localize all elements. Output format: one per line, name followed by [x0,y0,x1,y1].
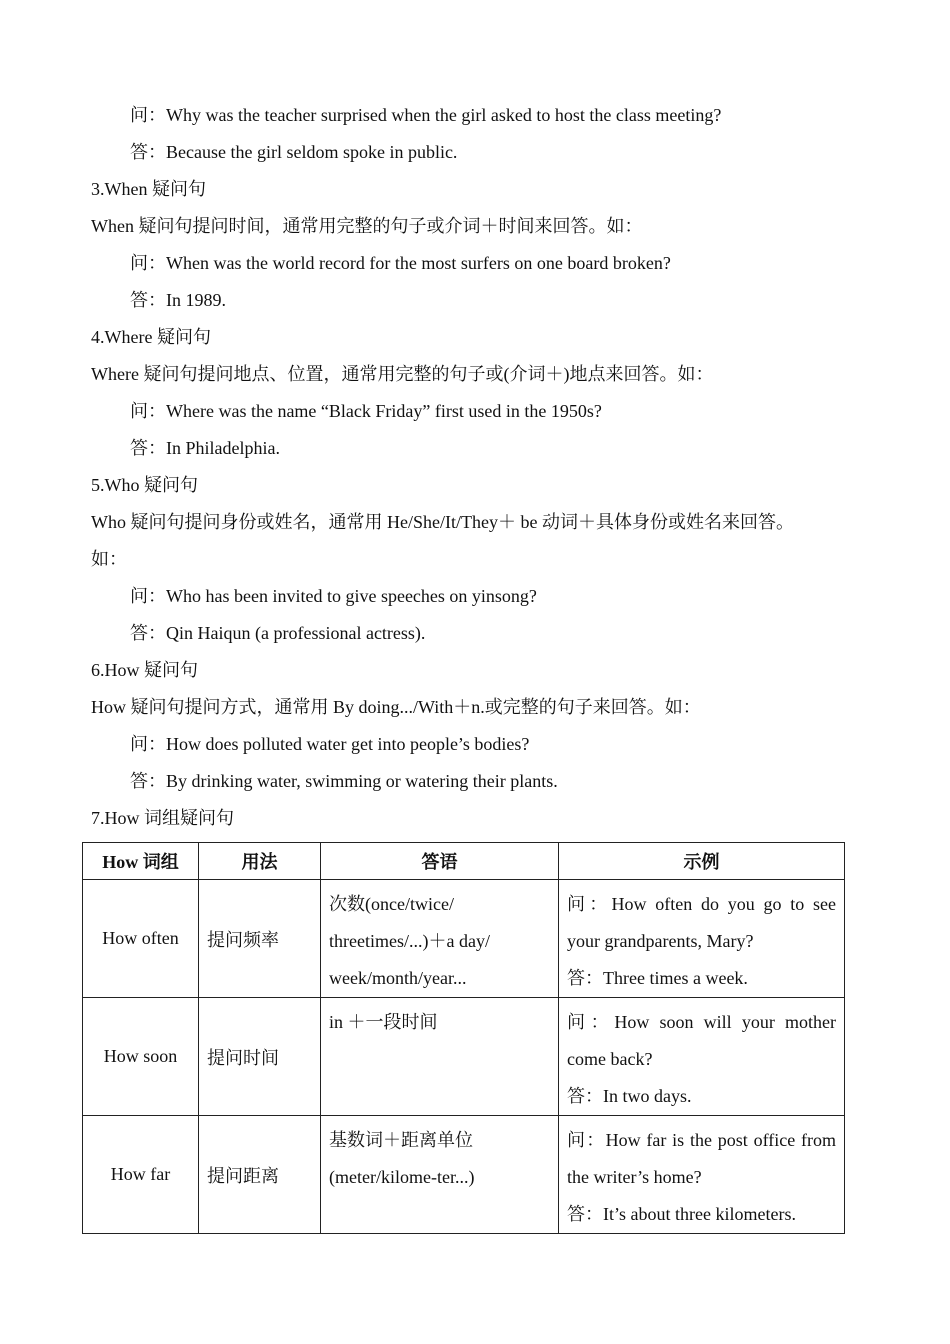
answer-text: (meter/kilome-ter...) [329,1167,475,1187]
answer-cell [321,1116,559,1234]
answer-text: threetimes/...)＋a day/ [329,931,490,951]
example-answer: 答：Three times a week. [567,968,748,988]
section-heading-who: 5.Who 疑问句 [91,475,198,495]
header-phrase: How 词组 [83,843,199,880]
header-usage: 用法 [199,843,321,880]
section-description: When 疑问句提问时间，通常用完整的句子或介词＋时间来回答。如： [91,216,643,236]
example-question: 问：How soon will your mother come back? [567,1012,836,1069]
section-heading-how-phrases: 7.How 词组疑问句 [91,808,234,828]
section-description: How 疑问句提问方式，通常用 By doing.../With＋n.或完整的句子来回答。如： [91,697,701,717]
answer-cell [321,880,559,998]
header-example: 示例 [559,843,845,880]
answer-line: 答：In 1989. [130,290,226,310]
table-row [83,880,845,998]
answer-line: 答：Qin Haiqun (a professional actress). [130,623,426,643]
answer-text: in ＋一段时间 [329,1012,438,1032]
usage-cell: 提问频率 [199,880,321,998]
example-question: 问：How far is the post office from the writer’s home? [567,1130,836,1187]
question-line: 问：How does polluted water get into people’s bodies? [130,734,530,754]
answer-text: week/month/year... [329,968,467,988]
phrase-cell: How often [83,880,199,998]
question-line: 问：Who has been invited to give speeches on yinsong? [130,586,537,606]
answer-text: 基数词＋距离单位 [329,1130,473,1150]
example-question: 问：How often do you go to see your grandparents, Mary? [567,894,836,951]
question-line: 问：When was the world record for the most surfers on one board broken? [130,253,671,273]
answer-cell [321,998,559,1116]
example-cell [559,998,845,1116]
section-heading-how: 6.How 疑问句 [91,660,198,680]
example-answer: 答：In two days. [567,1086,692,1106]
example-cell [559,880,845,998]
answer-text: 次数(once/twice/ [329,894,454,914]
table-row [83,1116,845,1234]
how-phrase-table [82,842,845,1234]
usage-cell: 提问时间 [199,998,321,1116]
section-description-continued: 如： [91,549,127,569]
phrase-cell: How far [83,1116,199,1234]
phrase-cell: How soon [83,998,199,1116]
table-row [83,998,845,1116]
question-line: 问：Why was the teacher surprised when the girl asked to host the class meeting? [130,105,722,125]
example-cell [559,1116,845,1234]
answer-line: 答：Because the girl seldom spoke in public. [130,142,458,162]
answer-line: 答：In Philadelphia. [130,438,280,458]
answer-line: 答：By drinking water, swimming or watering their plants. [130,771,558,791]
section-description: Who 疑问句提问身份或姓名，通常用 He/She/It/They＋ be 动词＋具体身份或姓名来回答。 [91,512,794,532]
table-header-row [83,843,845,880]
example-answer: 答：It’s about three kilometers. [567,1204,796,1224]
header-answer: 答语 [321,843,559,880]
question-line: 问：Where was the name “Black Friday” first used in the 1950s? [130,401,602,421]
section-heading-when: 3.When 疑问句 [91,179,206,199]
section-description: Where 疑问句提问地点、位置，通常用完整的句子或(介词＋)地点来回答。如： [91,364,714,384]
usage-cell: 提问距离 [199,1116,321,1234]
section-heading-where: 4.Where 疑问句 [91,327,211,347]
